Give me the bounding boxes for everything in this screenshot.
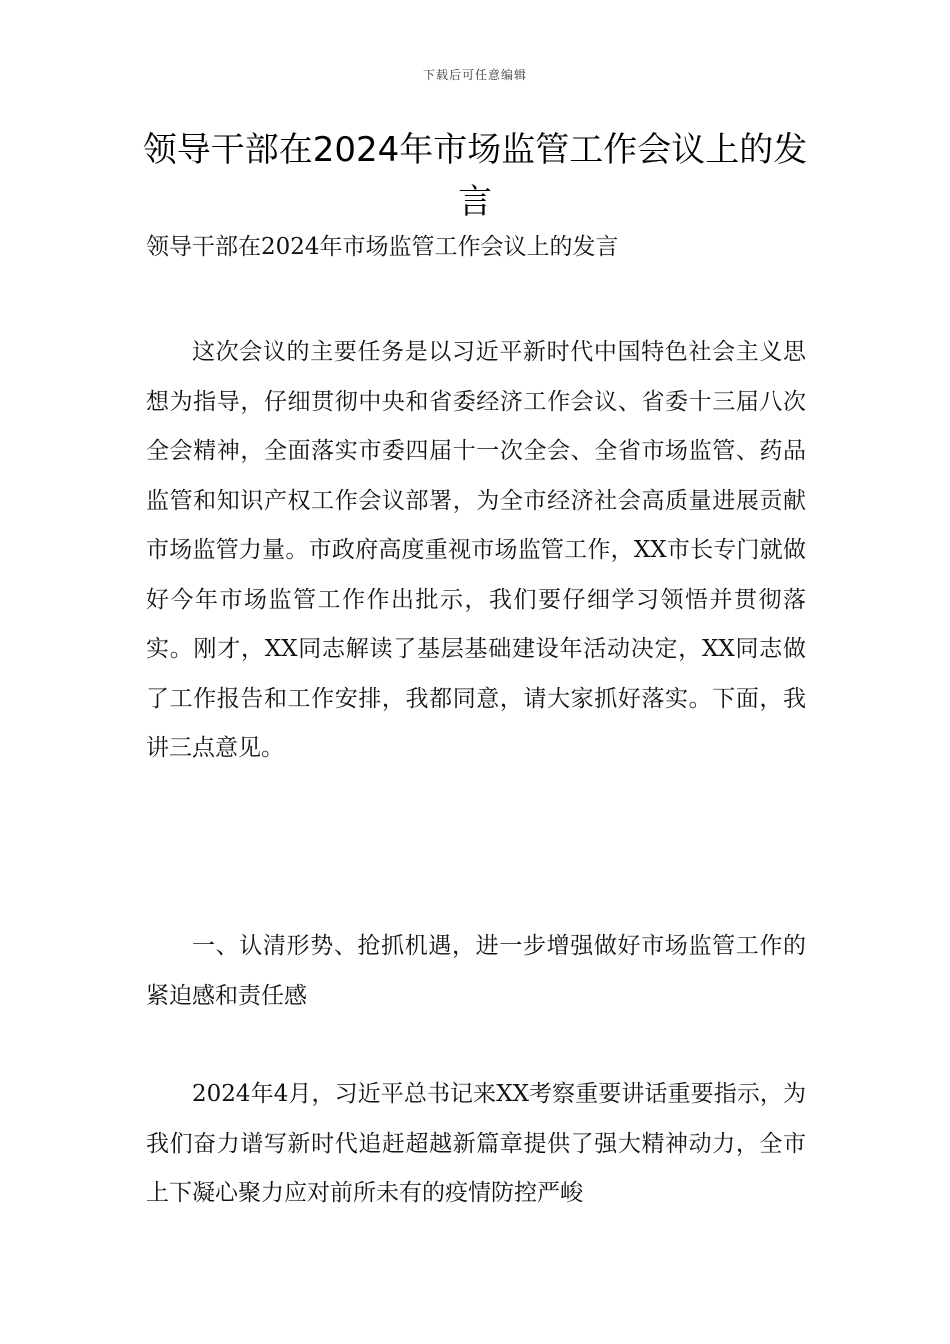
document-subtitle: 领导干部在2024年市场监管工作会议上的发言 — [146, 234, 619, 260]
section-body-paragraph: 2024年4月，习近平总书记来XX考察重要讲话重要指示，为我们奋力谱写新时代追赶超越新篇章提供了强大精神动力，全市上下凝心聚力应对前所未有的疫情防控严峻 — [146, 1081, 806, 1206]
document-title: 领导干部在2024年市场监管工作会议上的发言 — [142, 130, 808, 222]
section-heading: 一、认清形势、抢抓机遇，进一步增强做好市场监管工作的紧迫感和责任感 — [146, 933, 806, 1009]
intro-paragraph: 这次会议的主要任务是以习近平新时代中国特色社会主义思想为指导，仔细贯彻中央和省委经济工作会议、省委十三届八次全会精神，全面落实市委四届十一次全会、全省市场监管、药品监管和知识产权工作会议部署，为全市经济社会高质量进展贡献市场监管力量。市政府高度重视市场监管工作，XX市长专门就做好今年市场监管工作作出批示，我们要仔细学习领悟并贯彻落实。刚才，XX同志解读了基层基础建设年活动决定，XX同志做了工作报告和工作安排，我都同意，请大家抓好落实。下面，我讲三点意见。 — [146, 339, 806, 761]
header-note: 下载后可任意编辑 — [422, 68, 527, 82]
